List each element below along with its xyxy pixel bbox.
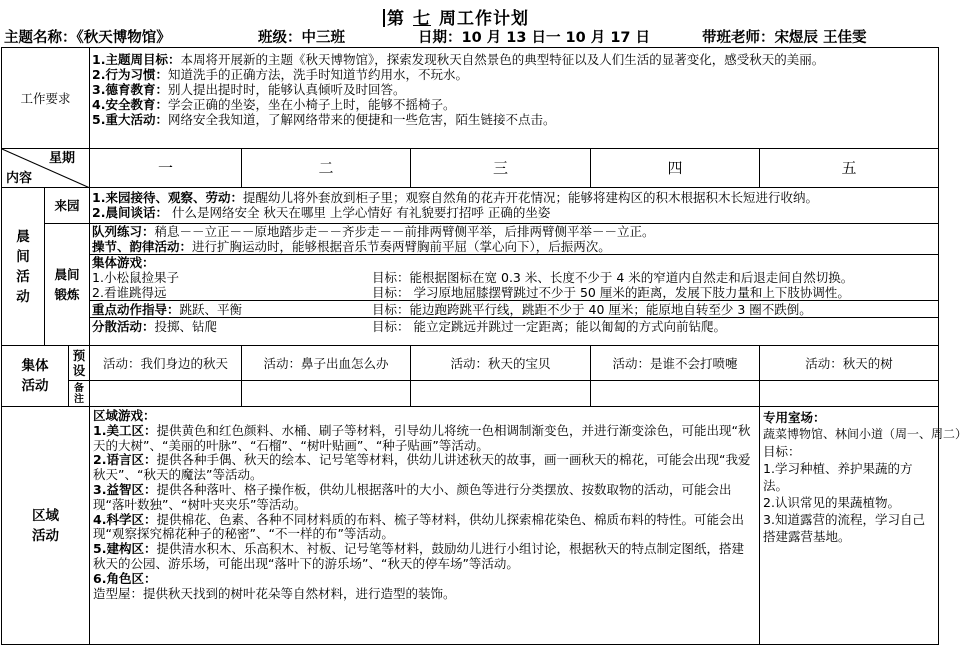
note-thursday [591, 381, 760, 407]
queue-practice-text: 稍息－－立正－－原地踏步走－－齐步走－－前排两臂侧平举，后排两臂侧平举－－立正。 [154, 224, 655, 239]
focus-goal: 目标：能边跑跨跳平行线，跳距不少于 40 厘米；能原地自转至少 3 圈不跌倒。 [372, 302, 812, 317]
note-monday [90, 381, 242, 407]
preset-label [69, 346, 90, 381]
req-3-title: 3.德育教育： [92, 82, 168, 97]
theme-name: 主题名称：《秋天博物馆》 [4, 30, 171, 46]
arrival-content [90, 188, 939, 224]
day-thursday: 四 [591, 149, 760, 188]
area-item-build-text: 提供清水积木、乐高积木、衬板、记号笔等材料，鼓励幼儿进行小组讨论，根据秋天的特点制定图纸，搭建秋天的公园、游乐场，可能出现“落叶下的游乐场”、“秋天的停车场”等活动。 [93, 541, 744, 571]
date-range: 日期：10 月 13 日一 10 月 17 日 [418, 30, 651, 46]
area-item-language-text: 提供各种手偶、秋天的绘本、记号笔等材料，供幼儿讲述秋天的故事，画一画秋天的棉花，可能会出现“我爱秋天”、“秋天的魔法”等活动。 [93, 452, 751, 483]
area-item-language-title: 2.语言区： [93, 452, 157, 468]
group-activity-wednesday: 活动：秋天的宝贝 [411, 346, 591, 381]
area-item-language [93, 453, 756, 483]
scatter-text: 投掷、钻爬 [154, 319, 218, 334]
day-wednesday: 三 [411, 149, 591, 188]
game-2-name: 2.看谁跳得远 [92, 285, 167, 300]
game-2-goal: 目标： 学习原地屈膝摆臂跳过不少于 50 厘米的距离，发展下肢力量和上下肢协调性。 [372, 285, 850, 300]
group-activity-thursday: 活动：是谁不会打喷嚏 [591, 346, 760, 381]
exercise-label [45, 224, 90, 346]
group-note-row [2, 381, 939, 407]
class-name: 班级：中三班 [258, 30, 345, 46]
arrival-row [2, 188, 939, 224]
title-prefix: 第 [387, 9, 405, 29]
content-corner-label: 内容 [6, 171, 33, 186]
note-tuesday [242, 381, 411, 407]
rhythm-text: 进行扩胸运动时，能够根据音乐节奏两臂胸前平屈（掌心向下），后振两次。 [192, 239, 611, 254]
area-item-puzzle-text: 提供各种落叶、格子操作板，供幼儿根据落叶的大小、颜色等进行分类摆放、按数取物的活动，可能会出现“落叶数独”、“树叶夹夹乐”等活动。 [93, 481, 732, 512]
scatter-row [90, 317, 938, 334]
title-week-number: 七 [413, 9, 431, 29]
day-friday: 五 [760, 149, 939, 188]
title-bar [383, 9, 385, 27]
requirements-content [90, 48, 939, 149]
special-room-goal-2: 2.认识常见的果蔬植物。 [763, 495, 900, 510]
req-2-text: 知道洗手的正确方法，洗手时知道节约用水，不玩水。 [167, 67, 468, 82]
group-activity-label [2, 346, 69, 407]
req-1-title: 1.主题周目标： [92, 52, 181, 67]
group-activity-row [2, 346, 939, 381]
special-room-goal-3: 3.知道露营的流程，学习自己搭建露营基地。 [763, 512, 925, 544]
queue-practice-title: 队列练习： [92, 224, 155, 239]
area-item-role-title: 6.角色区： [93, 570, 157, 586]
requirements-label: 工作要求 [2, 48, 90, 149]
group-game-title: 集体游戏： [92, 255, 155, 270]
group-activity-friday: 活动：秋天的树 [760, 346, 939, 381]
req-1-text: 本周将开展新的主题《秋天博物馆》，探索发现秋天自然景色的典型特征以及人们生活的显著变化，感受秋天的美丽。 [180, 52, 825, 67]
area-item-styling-text: 造型屋：提供秋天找到的树叶花朵等自然材料，进行造型的装饰。 [93, 585, 456, 601]
morning-activities-text: 晨间活动 [16, 228, 30, 305]
game-2-row [92, 285, 936, 300]
exercise-label-text: 晨间锻炼 [54, 266, 80, 302]
focus-row [90, 300, 938, 317]
area-item-build-title: 5.建构区： [93, 541, 157, 557]
area-item-science [93, 513, 756, 543]
req-5-text: 网络安全我知道，了解网络带来的便捷和一些危害，陌生链接不点击。 [167, 112, 556, 127]
exercise-content [90, 224, 939, 346]
special-room-goal-1: 1.学习种植、养护果蔬的方法。 [763, 461, 913, 493]
weekday-row [2, 149, 939, 188]
focus-text: 跳跃、平衡 [179, 302, 243, 317]
note-label [69, 381, 90, 407]
teacher-names: 带班老师：宋煜辰 王佳雯 [702, 30, 867, 46]
req-5-title: 5.重大活动： [92, 112, 168, 127]
arrival-line-1-text: 提醒幼儿将外套放到柜子里；观察自然角的花卉开花情况；能够将建构区的积木根据积木长短进行收纳。 [242, 190, 818, 205]
area-games-content [90, 407, 760, 645]
preset-text: 预设 [72, 348, 86, 378]
weekday-corner-cell [2, 149, 90, 188]
plan-table [1, 47, 967, 645]
game-1-row [92, 270, 936, 285]
requirements-row [2, 48, 939, 149]
title-suffix: 周工作计划 [439, 9, 529, 29]
req-4-text: 学会正确的坐姿，坐在小椅子上时，能够不摇椅子。 [167, 97, 456, 112]
group-activity-monday: 活动：我们身边的秋天 [90, 346, 242, 381]
day-tuesday: 二 [242, 149, 411, 188]
game-1-name: 1.小松鼠捡果子 [92, 270, 179, 285]
note-wednesday [411, 381, 591, 407]
group-activity-text: 集体活动 [21, 358, 49, 394]
day-monday: 一 [90, 149, 242, 188]
scatter-title: 分散活动： [92, 319, 155, 334]
special-room-content [760, 407, 967, 645]
game-1-goal: 目标：能根据图标在宽 0.3 米、长度不少于 4 米的窄道内自然走和后退走间自然切换。 [372, 270, 854, 285]
area-activity-text: 区域活动 [32, 507, 60, 544]
area-item-art-text: 提供黄色和红色颜料、水桶、刷子等材料，引导幼儿将统一色相调制渐变色，并进行渐变涂色，可能出现“秋天的大树”、“美丽的叶脉”、“石榴”、“树叶贴画”、“种子贴画”等活动。 [93, 422, 751, 453]
note-friday [760, 381, 939, 407]
arrival-line-2-text: 什么是网络安全 秋天在哪里 上学心情好 有礼貌要打招呼 正确的坐姿 [167, 205, 551, 220]
morning-activities-label [2, 188, 45, 346]
special-room-place: 蔬菜博物馆、林间小道（周一、周二） [763, 427, 967, 441]
weekday-corner-label: 星期 [49, 151, 76, 166]
arrival-label: 来园 [45, 188, 90, 224]
area-games-title: 区域游戏： [93, 408, 156, 423]
scatter-goal: 目标： 能立定跳远并跳过一定距离；能以匍匐的方式向前钻爬。 [372, 319, 727, 334]
area-item-puzzle-title: 3.益智区： [93, 481, 157, 497]
area-item-styling [93, 587, 756, 602]
area-item-science-text: 提供棉花、色素、各种不同材料质的布料、梳子等材料，供幼儿探索棉花染色、棉质布料的特性。可能会出现“观察探究棉花种子的秘密”、“不一样的布”等活动。 [93, 511, 744, 542]
exercise-row [2, 224, 939, 346]
area-item-puzzle [93, 483, 756, 513]
area-row [2, 407, 939, 645]
note-text: 备注 [74, 382, 85, 405]
arrival-line-2-title: 2.晨间谈话： [92, 205, 168, 220]
group-activity-tuesday: 活动：鼻子出血怎么办 [242, 346, 411, 381]
area-activity-label [2, 407, 90, 645]
req-2-title: 2.行为习惯： [92, 67, 168, 82]
focus-title: 重点动作指导： [92, 302, 180, 317]
arrival-line-1-title: 1.来园接待、观察、劳动： [92, 190, 243, 205]
req-4-title: 4.安全教育： [92, 97, 168, 112]
special-room-title: 专用室场： [763, 410, 826, 425]
area-item-build [93, 542, 756, 572]
special-room-goal-label: 目标： [763, 444, 801, 459]
area-item-art-title: 1.美工区： [93, 422, 157, 438]
req-3-text: 别人提出提时时，能够认真倾听及时回答。 [167, 82, 406, 97]
rhythm-title: 操节、韵律活动： [92, 239, 193, 254]
area-item-role [93, 572, 756, 587]
area-item-science-title: 4.科学区： [93, 511, 157, 527]
area-item-art [93, 424, 756, 454]
